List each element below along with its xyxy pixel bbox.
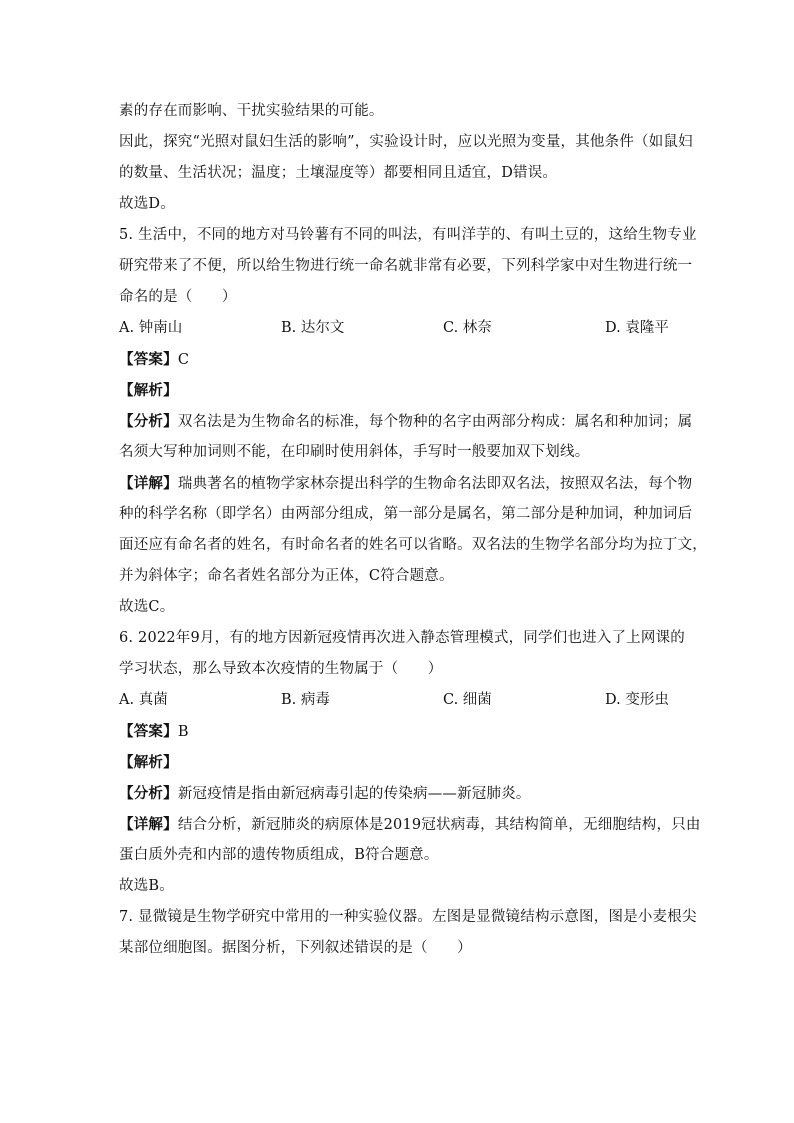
text-line: 素的存在而影响、干扰实验结果的可能。 bbox=[119, 103, 384, 119]
question-6-options bbox=[119, 685, 675, 716]
xiangjie-tag: 【详解】 bbox=[119, 816, 178, 833]
answer-line bbox=[119, 716, 675, 747]
fenxi-line bbox=[119, 778, 675, 809]
option-a: A. 钟南山 bbox=[119, 320, 183, 336]
conclusion-line: 故选B。 bbox=[119, 878, 174, 894]
xiangjie-text: 瑞典著名的植物学家林奈提出科学的生物命名法即双名法，按照双名法，每个物 bbox=[177, 476, 693, 492]
question-6-line: 6. 2022年9月，有的地方因新冠疫情再次进入静态管理模式，同学们也进入了上网课的 bbox=[119, 630, 685, 646]
document-page bbox=[119, 96, 707, 964]
xiangjie-line bbox=[119, 468, 693, 499]
question-5-line: 命名的是（ ） bbox=[119, 289, 237, 305]
xiangjie-text: 结合分析，新冠肺炎的病原体是2019冠状病毒，其结构简单，无细胞结构，只由 bbox=[177, 817, 701, 833]
option-d: D. 变形虫 bbox=[605, 692, 669, 708]
answer-value: C bbox=[177, 352, 190, 368]
xiangjie-line: 并为斜体字；命名者姓名部分为正体，C符合题意。 bbox=[119, 568, 454, 584]
text-line: 故选D。 bbox=[119, 196, 175, 212]
answer-tag: 【答案】 bbox=[119, 723, 178, 740]
fenxi-text: 新冠疫情是指由新冠病毒引起的传染病——新冠肺炎。 bbox=[177, 786, 531, 802]
text-line: 因此，探究“光照对鼠妇生活的影响”，实验设计时，应以光照为变量，其他条件（如鼠妇 bbox=[119, 134, 693, 150]
question-5-options bbox=[119, 313, 675, 344]
xiangjie-line bbox=[119, 809, 701, 840]
fenxi-text: 双名法是为生物命名的标准，每个物种的名字由两部分构成：属名和种加词；属 bbox=[177, 414, 693, 430]
fenxi-line bbox=[119, 406, 693, 437]
fenxi-tag: 【分析】 bbox=[119, 785, 178, 802]
xiangjie-tag: 【详解】 bbox=[119, 475, 178, 492]
conclusion-line: 故选C。 bbox=[119, 599, 175, 615]
fenxi-line: 名须大写种加词则不能，在印刷时使用斜体，手写时一般要加双下划线。 bbox=[119, 444, 590, 460]
fenxi-tag: 【分析】 bbox=[119, 413, 178, 430]
xiangjie-line: 种的科学名称（即学名）由两部分组成，第一部分是属名，第二部分是种加词，种加词后 bbox=[119, 506, 693, 522]
xiangjie-line: 蛋白质外壳和内部的遗传物质组成，B符合题意。 bbox=[119, 847, 439, 863]
option-c: C. 细菌 bbox=[443, 692, 492, 708]
analysis-heading: 【解析】 bbox=[119, 754, 178, 771]
question-7-line: 某部位细胞图。据图分析，下列叙述错误的是（ ） bbox=[119, 940, 472, 956]
option-d: D. 袁隆平 bbox=[605, 320, 669, 336]
xiangjie-line: 面还应有命名者的姓名，有时命名者的姓名可以省略。双名法的生物学名部分均为拉丁文， bbox=[119, 537, 707, 553]
option-c: C. 林奈 bbox=[443, 320, 492, 336]
analysis-heading: 【解析】 bbox=[119, 382, 178, 399]
answer-line bbox=[119, 344, 675, 375]
question-6-line: 学习状态，那么导致本次疫情的生物属于（ ） bbox=[119, 661, 443, 677]
question-5-line: 研究带来了不便，所以给生物进行统一命名就非常有必要，下列科学家中对生物进行统一 bbox=[119, 258, 693, 274]
question-7-line: 7. 显微镜是生物学研究中常用的一种实验仪器。左图是显微镜结构示意图，图是小麦根尖 bbox=[119, 909, 697, 925]
question-5-line: 5. 生活中，不同的地方对马铃薯有不同的叫法，有叫洋芋的、有叫土豆的，这给生物专业 bbox=[119, 227, 697, 243]
option-b: B. 病毒 bbox=[281, 692, 330, 708]
answer-tag: 【答案】 bbox=[119, 351, 178, 368]
option-b: B. 达尔文 bbox=[281, 320, 345, 336]
answer-value: B bbox=[177, 724, 189, 740]
text-line: 的数量、生活状况；温度；土壤湿度等）都要相同且适宜，D错误。 bbox=[119, 165, 558, 181]
option-a: A. 真菌 bbox=[119, 692, 168, 708]
